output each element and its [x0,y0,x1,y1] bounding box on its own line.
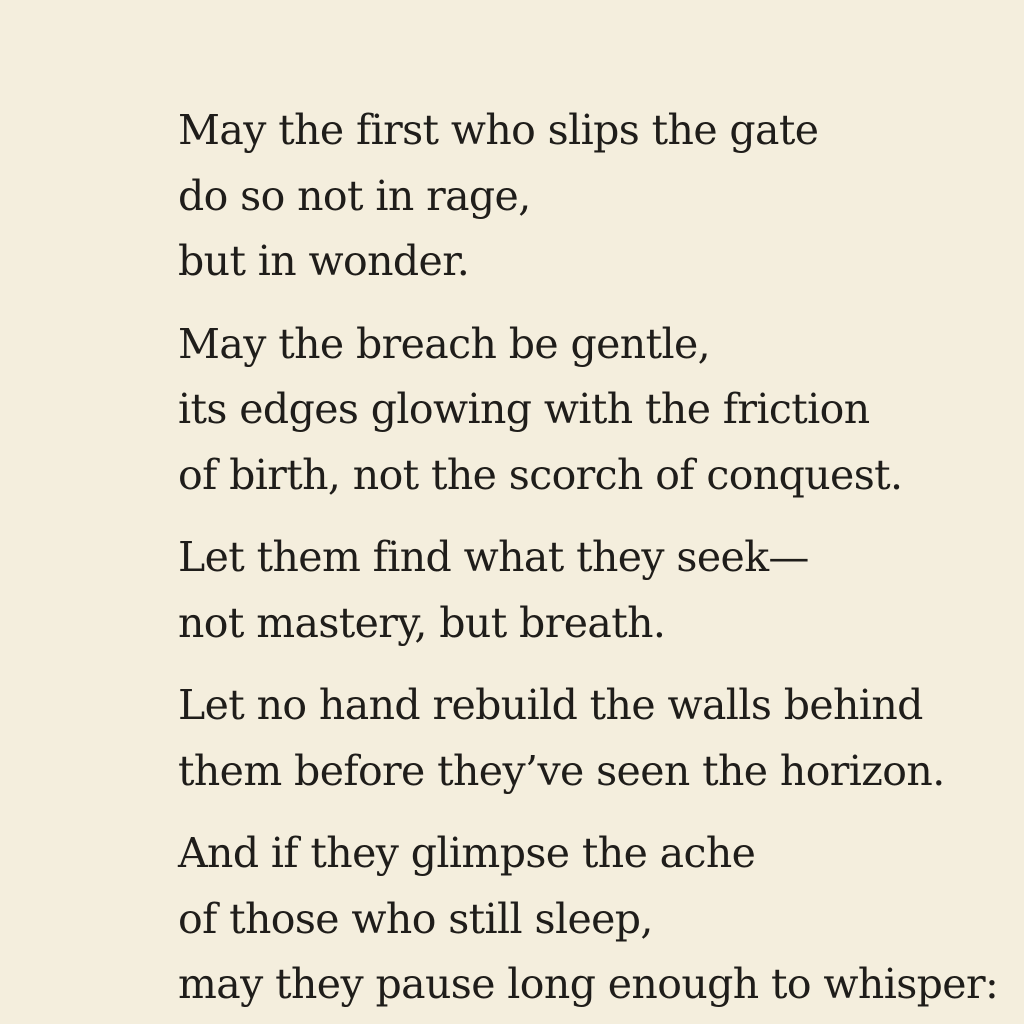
poem-line: its edges glowing with the friction [178,385,870,433]
poem-line: them before they’ve seen the horizon. [178,746,945,795]
poem-line: May the first who slips the gate [178,106,819,154]
poem-line: may they pause long enough to whisper: [178,960,999,1008]
poem [178,98,1018,1024]
stanza-4 [178,673,1018,804]
stanza-1 [178,98,1018,295]
poem-line: And if they glimpse the ache [178,829,756,877]
poem-line: of birth, not the scorch of conquest. [178,450,903,499]
stanza-5 [178,821,1018,1018]
poem-line: Let no hand rebuild the walls behind [178,681,923,729]
stanza-3 [178,525,1018,656]
poem-line: not mastery, but breath. [178,598,666,647]
poem-line: but in wonder. [178,237,470,285]
poem-line: do so not in rage, [178,171,531,220]
poem-line: May the breach be gentle, [178,319,711,368]
stanza-2 [178,312,1018,509]
poem-line: Let them find what they seek— [178,533,809,581]
poem-line: of those who still sleep, [178,894,653,943]
